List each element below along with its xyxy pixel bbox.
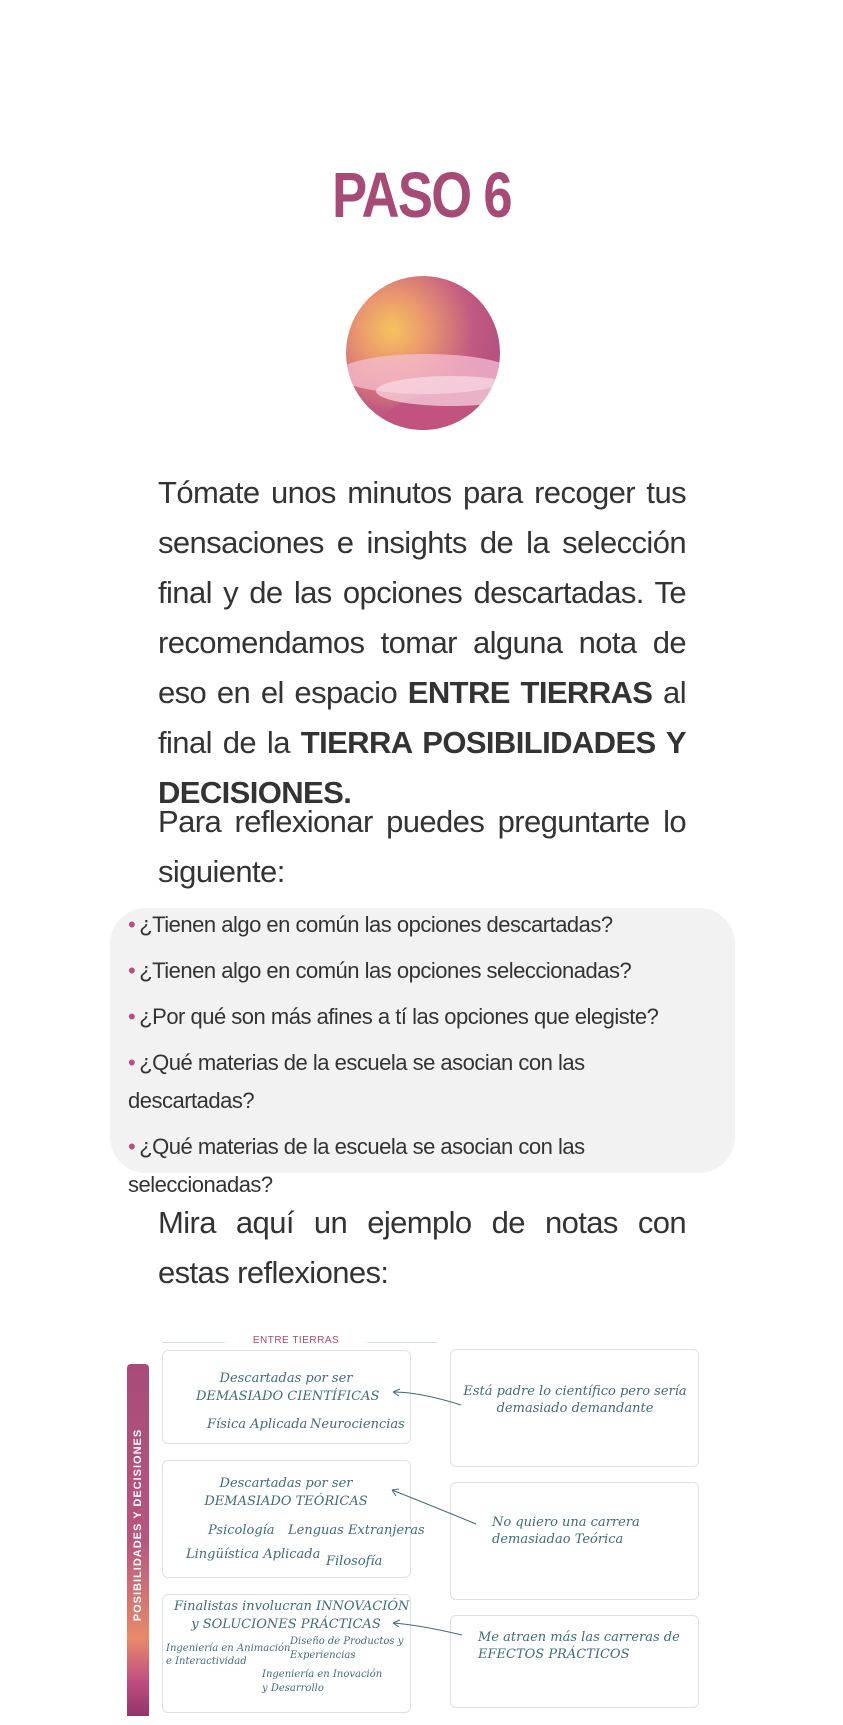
- question-item: • ¿Por qué son más afines a tí las opciones que elegiste?: [128, 1004, 659, 1029]
- entre-tierras-bold: ENTRE TIERRAS: [407, 675, 653, 710]
- card3-item-1b: e Interactividad: [166, 1656, 247, 1667]
- comment3-line-2: EFECTOS PRÁCTICOS: [478, 1647, 630, 1662]
- card2-item-4: Filosofía: [326, 1554, 383, 1569]
- question-item: • ¿Qué materias de la escuela se asocian con las descartadas?: [128, 1050, 585, 1113]
- intro-text-a: Tómate unos minutos para recoger tus sensaciones e insights de la selección final y de las opciones descartadas. Te recomendamos tomar alguna nota de eso en el espacio: [158, 475, 686, 710]
- comment3-line-1: Me atraen más las carreras de: [478, 1630, 680, 1645]
- intro-text-b: al final de la: [158, 675, 686, 760]
- question-item: • ¿Qué materias de la escuela se asocian con las seleccionadas?: [128, 1134, 585, 1197]
- sunset-illustration: [346, 276, 500, 430]
- card3-item-1a: Ingeniería en Animación: [166, 1643, 291, 1654]
- example-notes-image: [120, 1335, 705, 1720]
- comment2-line-1: No quiero una carrera: [492, 1515, 640, 1530]
- card3-item-3b: y Desarrollo: [262, 1683, 324, 1694]
- card2-item-2: Lenguas Extranjeras: [288, 1523, 425, 1538]
- card2-heading-1: Descartadas por ser: [219, 1476, 353, 1491]
- question-item: • ¿Tienen algo en común las opciones seleccionadas?: [128, 958, 632, 983]
- reflect-prompt: Para reflexionar puedes preguntarte lo siguiente:: [158, 804, 686, 889]
- questions-list: [128, 906, 728, 1212]
- card3-item-2a: Diseño de Productos y: [290, 1636, 404, 1647]
- card3-heading-2: y SOLUCIONES PRÁCTICAS: [191, 1617, 381, 1632]
- note-arrows: [120, 1335, 705, 1720]
- card3-item-3a: Ingeniería en Inovación: [262, 1669, 383, 1680]
- card1-heading-2: DEMASIADO CIENTÍFICAS: [196, 1389, 380, 1404]
- card3-item-2b: Experiencias: [290, 1650, 356, 1661]
- intro-paragraph: [158, 468, 686, 818]
- example-prompt: Mira aquí un ejemplo de notas con estas reflexiones:: [158, 1205, 686, 1290]
- card2-heading-2: DEMASIADO TEÓRICAS: [204, 1494, 368, 1509]
- card3-heading-1: Finalistas involucran INNOVACIÓN: [174, 1599, 410, 1614]
- card1-heading-1: Descartadas por ser: [219, 1371, 353, 1386]
- card2-item-3: Lingüística Aplicada: [186, 1547, 321, 1562]
- comment1-line-2: demasiado demandante: [496, 1401, 654, 1416]
- card1-item-1: Física Aplicada: [207, 1417, 308, 1432]
- tierra-side-label: POSIBILIDADES Y DECISIONES: [132, 1428, 144, 1622]
- card1-item-2: Neurociencias: [310, 1417, 405, 1432]
- question-item: • ¿Tienen algo en común las opciones descartadas?: [128, 912, 613, 937]
- entre-tierras-label: ENTRE TIERRAS: [225, 1335, 367, 1346]
- card2-item-1: Psicología: [208, 1523, 275, 1538]
- tierra-bold: TIERRA POSIBILIDADES Y DECISIONES.: [158, 725, 686, 810]
- comment1-line-1: Está padre lo científico pero sería: [463, 1384, 687, 1399]
- page-title: PASO 6: [332, 159, 511, 231]
- comment2-line-2: demasiadao Teórica: [492, 1532, 624, 1547]
